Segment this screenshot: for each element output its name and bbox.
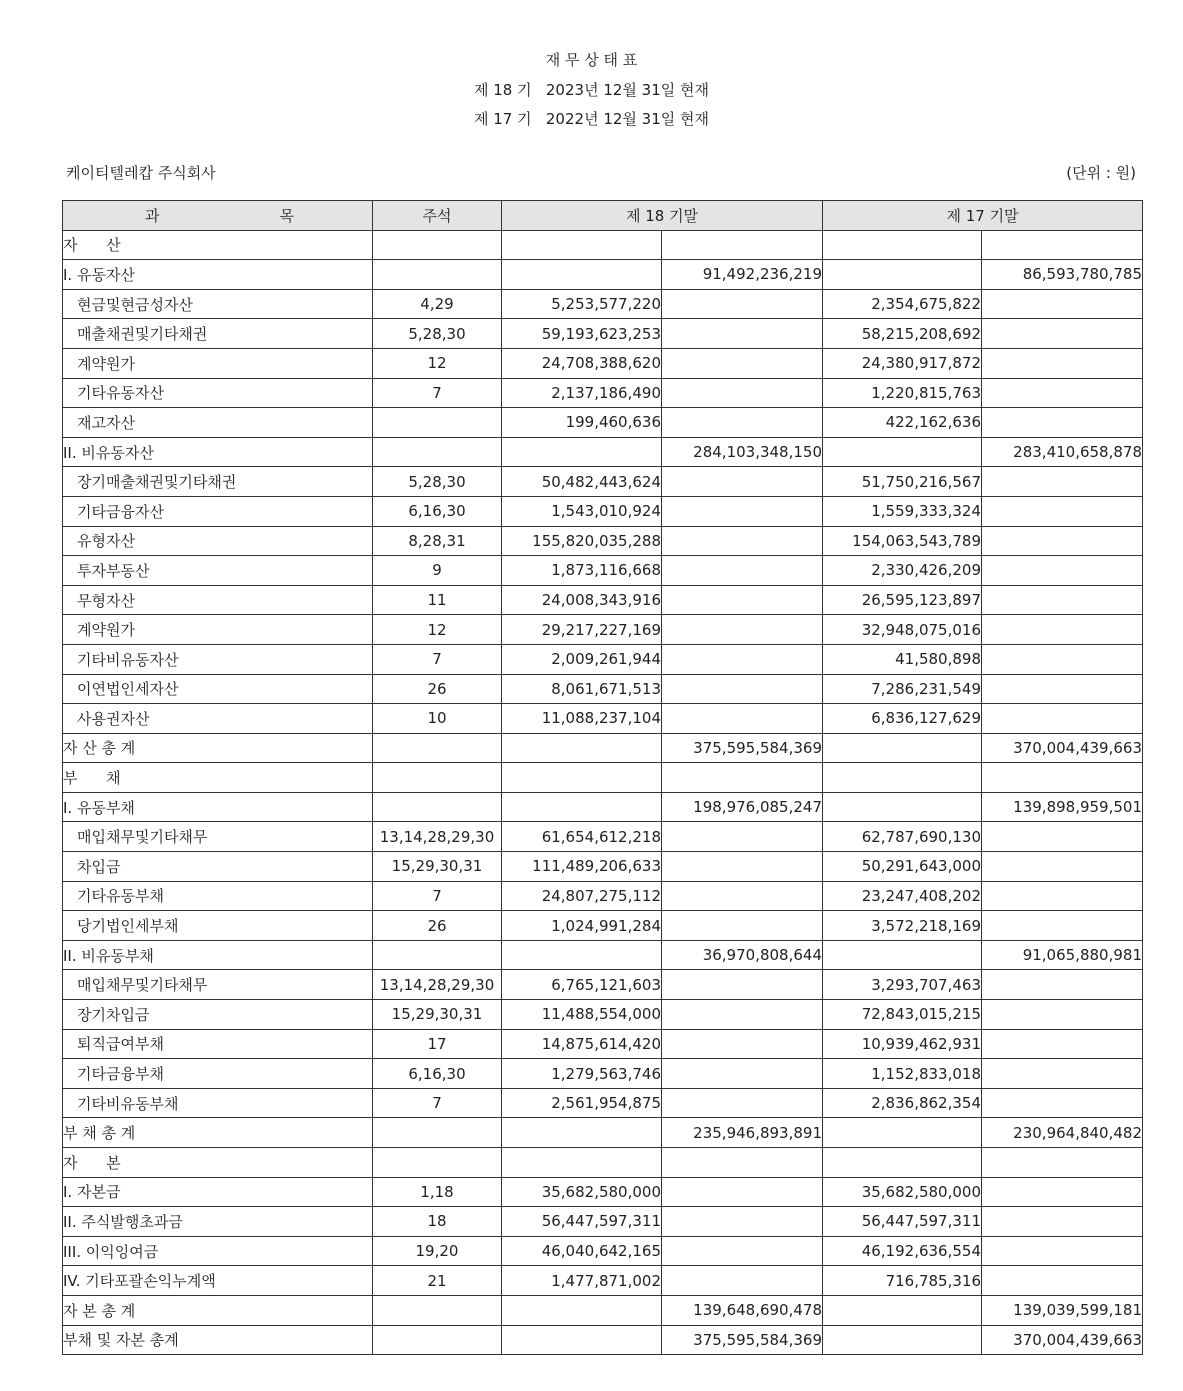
table-row <box>63 733 1143 763</box>
row-previous-detail: 26,595,123,897 <box>823 585 982 615</box>
row-item-name: 재고자산 <box>63 408 373 438</box>
row-note: 26 <box>373 674 502 704</box>
row-item-name: II. 비유동부채 <box>63 940 373 970</box>
balance-sheet-table <box>62 200 1143 1355</box>
row-current-total <box>662 467 823 497</box>
row-item-name: 자 본 총 계 <box>63 1295 373 1325</box>
row-current-total <box>662 1236 823 1266</box>
row-previous-total <box>982 378 1143 408</box>
row-current-detail <box>502 1118 662 1148</box>
row-current-detail: 46,040,642,165 <box>502 1236 662 1266</box>
row-current-total <box>662 408 823 438</box>
row-item-name: IV. 기타포괄손익누계액 <box>63 1266 373 1296</box>
row-current-total <box>662 852 823 882</box>
table-row <box>63 319 1143 349</box>
table-row <box>63 852 1143 882</box>
row-current-total <box>662 1000 823 1030</box>
row-current-detail: 35,682,580,000 <box>502 1177 662 1207</box>
period-previous: 제 17 기 2022년 12월 31일 현재 <box>473 110 709 128</box>
row-current-detail: 1,873,116,668 <box>502 556 662 586</box>
row-current-total <box>662 496 823 526</box>
row-previous-total <box>982 556 1143 586</box>
table-row <box>63 704 1143 734</box>
row-item-name: 현금및현금성자산 <box>63 289 373 319</box>
row-previous-detail <box>823 1148 982 1178</box>
row-current-total <box>662 585 823 615</box>
row-note: 6,16,30 <box>373 1059 502 1089</box>
header-previous-period: 제 17 기말 <box>823 201 1143 231</box>
row-previous-detail: 24,380,917,872 <box>823 348 982 378</box>
row-previous-total <box>982 763 1143 793</box>
row-current-total <box>662 348 823 378</box>
row-note: 19,20 <box>373 1236 502 1266</box>
row-current-total <box>662 881 823 911</box>
row-previous-total: 91,065,880,981 <box>982 940 1143 970</box>
row-previous-total <box>982 615 1143 645</box>
row-current-detail <box>502 260 662 290</box>
row-previous-detail: 72,843,015,215 <box>823 1000 982 1030</box>
row-previous-detail <box>823 792 982 822</box>
row-note <box>373 940 502 970</box>
row-current-detail <box>502 230 662 260</box>
row-current-detail: 14,875,614,420 <box>502 1029 662 1059</box>
row-previous-total <box>982 408 1143 438</box>
header-item <box>63 201 373 231</box>
row-current-detail: 199,460,636 <box>502 408 662 438</box>
row-item-name: 자 본 <box>63 1148 373 1178</box>
table-row <box>63 615 1143 645</box>
row-previous-detail <box>823 1325 982 1355</box>
row-previous-total: 86,593,780,785 <box>982 260 1143 290</box>
row-current-detail: 1,279,563,746 <box>502 1059 662 1089</box>
row-current-detail: 5,253,577,220 <box>502 289 662 319</box>
row-note <box>373 437 502 467</box>
row-note: 10 <box>373 704 502 734</box>
row-previous-detail <box>823 1118 982 1148</box>
row-previous-total <box>982 348 1143 378</box>
row-previous-detail: 50,291,643,000 <box>823 852 982 882</box>
row-previous-detail <box>823 733 982 763</box>
row-current-detail <box>502 437 662 467</box>
row-current-total <box>662 822 823 852</box>
row-item-name: 계약원가 <box>63 348 373 378</box>
header-item-right: 목 <box>279 206 294 225</box>
header-item-left: 과 <box>145 206 160 225</box>
row-previous-detail: 1,152,833,018 <box>823 1059 982 1089</box>
row-note: 7 <box>373 1088 502 1118</box>
row-item-name: 부 채 총 계 <box>63 1118 373 1148</box>
row-previous-detail <box>823 1295 982 1325</box>
row-note: 5,28,30 <box>373 319 502 349</box>
row-previous-detail: 716,785,316 <box>823 1266 982 1296</box>
row-item-name: 이연법인세자산 <box>63 674 373 704</box>
table-row <box>63 1177 1143 1207</box>
row-previous-detail: 56,447,597,311 <box>823 1207 982 1237</box>
row-current-detail <box>502 733 662 763</box>
row-current-total <box>662 319 823 349</box>
row-current-total: 139,648,690,478 <box>662 1295 823 1325</box>
row-note <box>373 260 502 290</box>
row-current-detail: 11,088,237,104 <box>502 704 662 734</box>
row-current-total: 91,492,236,219 <box>662 260 823 290</box>
row-previous-total <box>982 704 1143 734</box>
row-previous-total: 139,039,599,181 <box>982 1295 1143 1325</box>
row-current-total: 375,595,584,369 <box>662 733 823 763</box>
table-row <box>63 1029 1143 1059</box>
row-current-total <box>662 970 823 1000</box>
row-current-detail: 2,561,954,875 <box>502 1088 662 1118</box>
table-body <box>63 230 1143 1355</box>
row-previous-detail: 422,162,636 <box>823 408 982 438</box>
table-row <box>63 792 1143 822</box>
row-item-name: 매출채권및기타채권 <box>63 319 373 349</box>
row-previous-detail: 41,580,898 <box>823 644 982 674</box>
row-previous-total <box>982 822 1143 852</box>
row-previous-total <box>982 1059 1143 1089</box>
row-item-name: I. 유동자산 <box>63 260 373 290</box>
table-row <box>63 378 1143 408</box>
row-current-total <box>662 1266 823 1296</box>
row-current-total: 36,970,808,644 <box>662 940 823 970</box>
row-current-detail <box>502 1325 662 1355</box>
row-item-name: 무형자산 <box>63 585 373 615</box>
table-row <box>63 1325 1143 1355</box>
row-note: 5,28,30 <box>373 467 502 497</box>
row-previous-detail: 46,192,636,554 <box>823 1236 982 1266</box>
row-current-total <box>662 911 823 941</box>
table-row <box>63 1118 1143 1148</box>
row-note: 13,14,28,29,30 <box>373 822 502 852</box>
row-previous-detail: 51,750,216,567 <box>823 467 982 497</box>
row-note <box>373 733 502 763</box>
row-previous-total <box>982 467 1143 497</box>
title-block <box>0 46 1183 135</box>
row-previous-detail: 7,286,231,549 <box>823 674 982 704</box>
row-previous-total <box>982 1177 1143 1207</box>
row-previous-total <box>982 319 1143 349</box>
row-previous-detail: 1,559,333,324 <box>823 496 982 526</box>
row-previous-total <box>982 230 1143 260</box>
table-row <box>63 408 1143 438</box>
row-current-total <box>662 1177 823 1207</box>
row-current-detail: 29,217,227,169 <box>502 615 662 645</box>
row-previous-total <box>982 1207 1143 1237</box>
row-item-name: 부채 및 자본 총계 <box>63 1325 373 1355</box>
table-row <box>63 260 1143 290</box>
table-row <box>63 1236 1143 1266</box>
row-item-name: 차입금 <box>63 852 373 882</box>
table-row <box>63 674 1143 704</box>
row-previous-detail <box>823 940 982 970</box>
table-row <box>63 1295 1143 1325</box>
row-current-total <box>662 289 823 319</box>
row-item-name: 장기차입금 <box>63 1000 373 1030</box>
row-note: 15,29,30,31 <box>373 1000 502 1030</box>
row-note: 18 <box>373 1207 502 1237</box>
row-current-detail: 1,543,010,924 <box>502 496 662 526</box>
row-previous-total: 283,410,658,878 <box>982 437 1143 467</box>
row-current-detail <box>502 940 662 970</box>
table-row <box>63 1000 1143 1030</box>
row-previous-total <box>982 644 1143 674</box>
row-previous-total <box>982 970 1143 1000</box>
row-current-detail: 1,024,991,284 <box>502 911 662 941</box>
row-note: 7 <box>373 378 502 408</box>
row-previous-detail: 6,836,127,629 <box>823 704 982 734</box>
row-current-total: 375,595,584,369 <box>662 1325 823 1355</box>
row-previous-detail: 32,948,075,016 <box>823 615 982 645</box>
row-item-name: 기타유동부채 <box>63 881 373 911</box>
table-row <box>63 1148 1143 1178</box>
row-note <box>373 1148 502 1178</box>
table-row <box>63 911 1143 941</box>
period-current: 제 18 기 2023년 12월 31일 현재 <box>473 80 709 99</box>
row-note: 9 <box>373 556 502 586</box>
row-previous-detail: 2,354,675,822 <box>823 289 982 319</box>
row-current-detail: 56,447,597,311 <box>502 1207 662 1237</box>
row-current-detail <box>502 792 662 822</box>
row-previous-total <box>982 911 1143 941</box>
row-previous-detail: 2,330,426,209 <box>823 556 982 586</box>
row-item-name: 매입채무및기타채무 <box>63 822 373 852</box>
row-current-total: 235,946,893,891 <box>662 1118 823 1148</box>
row-item-name: 기타금융부채 <box>63 1059 373 1089</box>
row-note: 17 <box>373 1029 502 1059</box>
table-row <box>63 348 1143 378</box>
row-current-total <box>662 674 823 704</box>
row-note: 1,18 <box>373 1177 502 1207</box>
row-previous-total: 139,898,959,501 <box>982 792 1143 822</box>
row-previous-total <box>982 881 1143 911</box>
row-previous-total <box>982 1236 1143 1266</box>
table-row <box>63 289 1143 319</box>
row-item-name: 매입채무및기타채무 <box>63 970 373 1000</box>
row-current-total <box>662 1207 823 1237</box>
row-current-total <box>662 1148 823 1178</box>
row-previous-total <box>982 852 1143 882</box>
row-note <box>373 1325 502 1355</box>
table-row <box>63 1207 1143 1237</box>
row-current-detail: 8,061,671,513 <box>502 674 662 704</box>
table-row <box>63 556 1143 586</box>
row-note: 7 <box>373 644 502 674</box>
row-item-name: 기타유동자산 <box>63 378 373 408</box>
row-note: 6,16,30 <box>373 496 502 526</box>
table-row <box>63 970 1143 1000</box>
row-current-total: 284,103,348,150 <box>662 437 823 467</box>
row-current-detail: 24,807,275,112 <box>502 881 662 911</box>
row-note: 7 <box>373 881 502 911</box>
row-item-name: 유형자산 <box>63 526 373 556</box>
row-item-name: 부 채 <box>63 763 373 793</box>
row-current-detail: 11,488,554,000 <box>502 1000 662 1030</box>
row-previous-detail: 1,220,815,763 <box>823 378 982 408</box>
row-current-detail <box>502 1148 662 1178</box>
row-previous-total <box>982 674 1143 704</box>
row-note <box>373 763 502 793</box>
row-current-total <box>662 556 823 586</box>
row-current-detail: 61,654,612,218 <box>502 822 662 852</box>
table-row <box>63 230 1143 260</box>
row-current-total <box>662 526 823 556</box>
row-previous-total <box>982 585 1143 615</box>
row-note <box>373 792 502 822</box>
row-note <box>373 230 502 260</box>
row-item-name: I. 자본금 <box>63 1177 373 1207</box>
row-current-detail <box>502 763 662 793</box>
table-row <box>63 585 1143 615</box>
row-note: 26 <box>373 911 502 941</box>
row-item-name: 기타금융자산 <box>63 496 373 526</box>
row-current-total <box>662 1029 823 1059</box>
row-previous-detail <box>823 230 982 260</box>
row-note: 12 <box>373 348 502 378</box>
row-previous-total <box>982 1029 1143 1059</box>
table-row <box>63 526 1143 556</box>
row-current-total: 198,976,085,247 <box>662 792 823 822</box>
row-note <box>373 408 502 438</box>
table-row <box>63 437 1143 467</box>
row-current-detail: 50,482,443,624 <box>502 467 662 497</box>
row-current-detail: 2,137,186,490 <box>502 378 662 408</box>
row-previous-total <box>982 496 1143 526</box>
table-row <box>63 822 1143 852</box>
row-note: 21 <box>373 1266 502 1296</box>
row-current-total <box>662 615 823 645</box>
row-current-detail: 6,765,121,603 <box>502 970 662 1000</box>
row-previous-detail: 154,063,543,789 <box>823 526 982 556</box>
row-current-detail: 24,708,388,620 <box>502 348 662 378</box>
row-previous-total <box>982 1266 1143 1296</box>
row-previous-detail <box>823 437 982 467</box>
row-current-total <box>662 1059 823 1089</box>
row-current-total <box>662 704 823 734</box>
header-note: 주석 <box>373 201 502 231</box>
row-note: 8,28,31 <box>373 526 502 556</box>
table-row <box>63 644 1143 674</box>
row-item-name: 당기법인세부채 <box>63 911 373 941</box>
row-previous-detail: 10,939,462,931 <box>823 1029 982 1059</box>
row-item-name: 자 산 <box>63 230 373 260</box>
table-row <box>63 1059 1143 1089</box>
row-previous-total <box>982 1000 1143 1030</box>
row-note: 11 <box>373 585 502 615</box>
row-note: 15,29,30,31 <box>373 852 502 882</box>
row-item-name: 사용권자산 <box>63 704 373 734</box>
header-current-period: 제 18 기말 <box>502 201 823 231</box>
row-item-name: 투자부동산 <box>63 556 373 586</box>
table-header-row <box>63 201 1143 231</box>
row-item-name: II. 비유동자산 <box>63 437 373 467</box>
row-current-detail: 2,009,261,944 <box>502 644 662 674</box>
row-current-detail: 1,477,871,002 <box>502 1266 662 1296</box>
row-item-name: II. 주식발행초과금 <box>63 1207 373 1237</box>
row-previous-total <box>982 289 1143 319</box>
table-row <box>63 1088 1143 1118</box>
row-item-name: 계약원가 <box>63 615 373 645</box>
row-previous-detail: 2,836,862,354 <box>823 1088 982 1118</box>
row-current-total <box>662 230 823 260</box>
row-note: 4,29 <box>373 289 502 319</box>
statement-title: 재 무 상 태 표 <box>545 51 638 69</box>
row-previous-detail: 3,293,707,463 <box>823 970 982 1000</box>
row-item-name: 기타비유동자산 <box>63 644 373 674</box>
table-row <box>63 467 1143 497</box>
row-item-name: 기타비유동부채 <box>63 1088 373 1118</box>
row-previous-detail: 58,215,208,692 <box>823 319 982 349</box>
row-current-detail: 24,008,343,916 <box>502 585 662 615</box>
table-row <box>63 1266 1143 1296</box>
row-current-detail: 59,193,623,253 <box>502 319 662 349</box>
row-previous-total <box>982 526 1143 556</box>
row-item-name: 장기매출채권및기타채권 <box>63 467 373 497</box>
row-previous-detail: 62,787,690,130 <box>823 822 982 852</box>
row-item-name: 자 산 총 계 <box>63 733 373 763</box>
table-row <box>63 763 1143 793</box>
row-previous-total: 370,004,439,663 <box>982 1325 1143 1355</box>
row-note <box>373 1295 502 1325</box>
row-previous-detail: 3,572,218,169 <box>823 911 982 941</box>
row-current-total <box>662 644 823 674</box>
row-previous-detail: 23,247,408,202 <box>823 881 982 911</box>
row-item-name: I. 유동부채 <box>63 792 373 822</box>
row-previous-detail <box>823 260 982 290</box>
row-item-name: III. 이익잉여금 <box>63 1236 373 1266</box>
table-row <box>63 881 1143 911</box>
row-note: 12 <box>373 615 502 645</box>
table-row <box>63 940 1143 970</box>
row-previous-total: 230,964,840,482 <box>982 1118 1143 1148</box>
row-previous-total <box>982 1088 1143 1118</box>
row-previous-detail <box>823 763 982 793</box>
row-item-name: 퇴직급여부채 <box>63 1029 373 1059</box>
row-previous-total <box>982 1148 1143 1178</box>
row-previous-total: 370,004,439,663 <box>982 733 1143 763</box>
row-previous-detail: 35,682,580,000 <box>823 1177 982 1207</box>
row-current-detail: 155,820,035,288 <box>502 526 662 556</box>
row-current-total <box>662 378 823 408</box>
row-note: 13,14,28,29,30 <box>373 970 502 1000</box>
row-current-detail: 111,489,206,633 <box>502 852 662 882</box>
row-current-total <box>662 1088 823 1118</box>
row-note <box>373 1118 502 1148</box>
company-name: 케이티텔레캅 주식회사 <box>66 164 216 182</box>
table-row <box>63 496 1143 526</box>
unit-label: (단위 : 원) <box>1066 164 1136 182</box>
row-current-detail <box>502 1295 662 1325</box>
row-current-total <box>662 763 823 793</box>
